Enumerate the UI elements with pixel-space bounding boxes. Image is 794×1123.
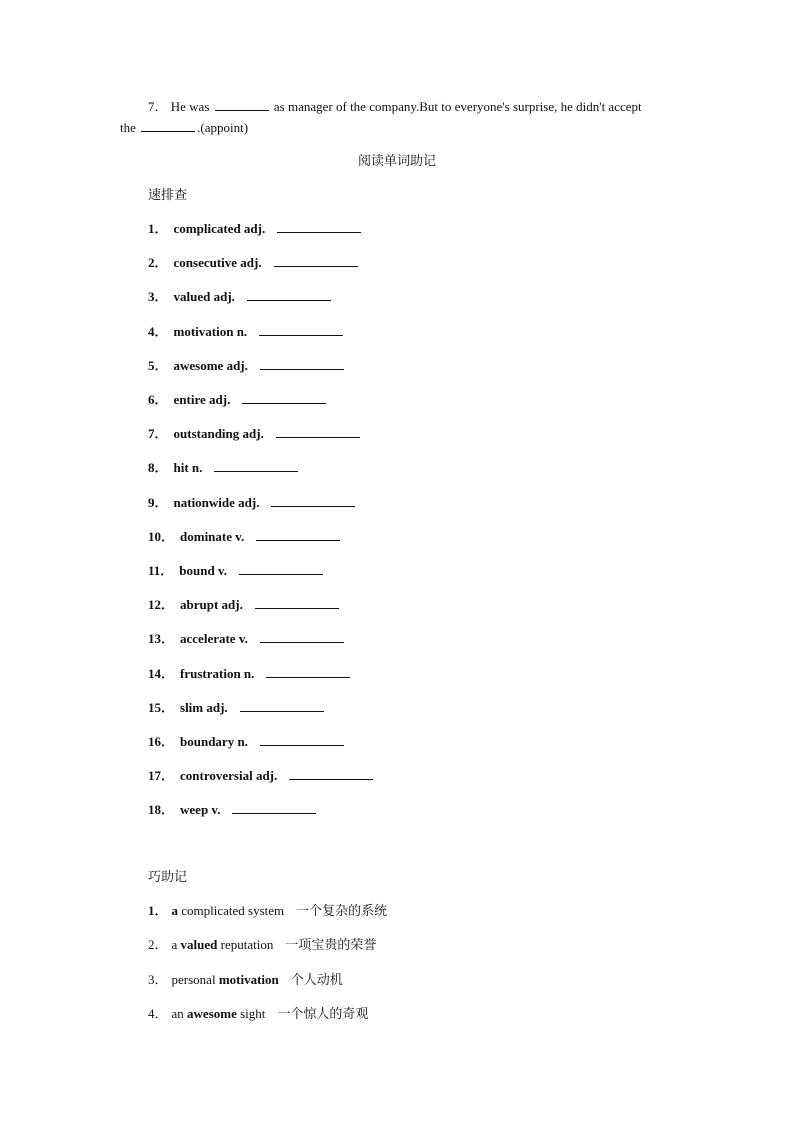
item-number: 1． [148, 903, 168, 918]
item-number: 17． [148, 768, 175, 784]
item-number: 6． [148, 392, 168, 407]
item-number: 16． [148, 734, 175, 749]
phrase-translation: 个人动机 [290, 972, 343, 988]
phrase-suffix: complicated system [178, 903, 285, 918]
vocab-word: weep v. [180, 802, 221, 818]
answer-blank[interactable] [289, 769, 373, 780]
answer-blank[interactable] [260, 359, 344, 370]
vocab-word: accelerate v. [180, 631, 248, 647]
vocab-item [148, 252, 358, 271]
answer-blank[interactable] [276, 427, 360, 438]
vocab-item [148, 697, 324, 716]
phrase-keyword: motivation [218, 971, 279, 987]
item-number: 18． [148, 802, 175, 818]
vocab-word: frustration n. [180, 665, 255, 681]
item-number: 7． [148, 426, 168, 442]
item-number: 9． [148, 494, 168, 510]
vocab-word: outstanding adj. [173, 426, 264, 442]
vocab-word: consecutive adj. [173, 255, 262, 271]
item-number: 4． [148, 323, 168, 339]
item-number: 10． [148, 528, 175, 544]
answer-blank[interactable] [260, 632, 344, 643]
vocab-item [148, 628, 344, 647]
item-number: 8． [148, 460, 168, 476]
phrase-prefix: personal [171, 971, 219, 987]
vocab-item [148, 423, 360, 442]
vocab-word: boundary n. [180, 734, 248, 749]
vocab-item [148, 492, 355, 511]
item-number: 12． [148, 597, 175, 613]
question-number: 7． [148, 99, 168, 114]
phrase-translation: 一个惊人的奇观 [277, 1006, 369, 1022]
answer-blank[interactable] [259, 325, 343, 336]
vocab-item [148, 799, 316, 818]
answer-blank[interactable] [240, 701, 324, 712]
item-number: 5． [148, 357, 168, 373]
vocab-item [148, 457, 298, 476]
vocab-item [148, 218, 361, 237]
vocab-word: entire adj. [173, 392, 231, 407]
question-text: the [120, 120, 136, 135]
vocab-item [148, 731, 344, 750]
item-number: 15． [148, 699, 175, 715]
phrase-prefix: a [171, 937, 181, 953]
vocab-word: motivation n. [173, 323, 248, 339]
item-number: 3． [148, 971, 168, 987]
phrase-keyword: awesome [187, 1005, 237, 1021]
vocab-word: valued adj. [173, 289, 235, 305]
answer-blank[interactable] [271, 496, 355, 507]
answer-blank[interactable] [260, 735, 344, 746]
answer-blank[interactable] [247, 290, 331, 301]
answer-blank[interactable] [141, 120, 195, 132]
vocab-item [148, 321, 343, 340]
item-number: 14． [148, 665, 175, 681]
answer-blank[interactable] [255, 598, 339, 609]
answer-blank[interactable] [266, 667, 350, 678]
item-number: 11． [148, 563, 174, 578]
item-number: 2． [148, 255, 168, 271]
answer-blank[interactable] [277, 222, 361, 233]
vocab-item [148, 560, 323, 579]
answer-blank[interactable] [239, 564, 323, 575]
question-text: .(appoint) [197, 120, 249, 135]
phrase-item [148, 934, 376, 953]
question-text: He was [170, 99, 210, 114]
vocab-item [148, 286, 331, 305]
phrase-suffix: reputation [217, 937, 274, 953]
phrase-item [148, 900, 387, 919]
vocab-item [148, 594, 339, 613]
vocab-word: complicated adj. [173, 221, 266, 236]
phrase-translation: 一项宝贵的荣誉 [285, 938, 377, 954]
vocab-word: dominate v. [180, 528, 245, 544]
answer-blank[interactable] [274, 256, 358, 267]
item-number: 13． [148, 631, 175, 647]
phrase-keyword: valued [180, 937, 218, 953]
phrase-suffix: sight [236, 1005, 266, 1021]
vocab-item [148, 389, 326, 408]
vocab-item [148, 663, 350, 682]
question-text: as manager of the company.But to everyone's surprise, he didn't accept [273, 99, 642, 114]
item-number: 4． [148, 1005, 168, 1021]
answer-blank[interactable] [214, 461, 298, 472]
phrase-keyword: a [171, 903, 179, 918]
vocab-item [148, 355, 344, 374]
vocab-word: hit n. [173, 460, 203, 476]
phrase-item [148, 969, 343, 988]
question-7-line-2 [120, 117, 680, 138]
answer-blank[interactable] [256, 530, 340, 541]
vocab-word: abrupt adj. [180, 597, 243, 613]
question-7-line-1 [120, 96, 680, 117]
quick-check-title: 速排查 [148, 188, 188, 203]
answer-blank[interactable] [215, 99, 269, 111]
vocab-word: bound v. [179, 563, 227, 578]
item-number: 2． [148, 937, 168, 953]
phrase-translation: 一个复杂的系统 [296, 904, 388, 919]
answer-blank[interactable] [232, 803, 316, 814]
item-number: 1． [148, 221, 168, 236]
memory-aid-title: 巧助记 [148, 870, 188, 885]
phrase-item [148, 1003, 368, 1022]
phrase-prefix: an [171, 1005, 188, 1021]
question-7 [120, 96, 680, 138]
section-title: 阅读单词助记 [357, 154, 436, 169]
vocab-item [148, 526, 340, 545]
vocab-word: slim adj. [180, 699, 228, 715]
answer-blank[interactable] [242, 393, 326, 404]
vocab-word: controversial adj. [180, 768, 278, 784]
vocab-word: nationwide adj. [173, 494, 260, 510]
vocab-word: awesome adj. [173, 357, 248, 373]
item-number: 3． [148, 289, 168, 305]
vocab-item [148, 765, 373, 784]
